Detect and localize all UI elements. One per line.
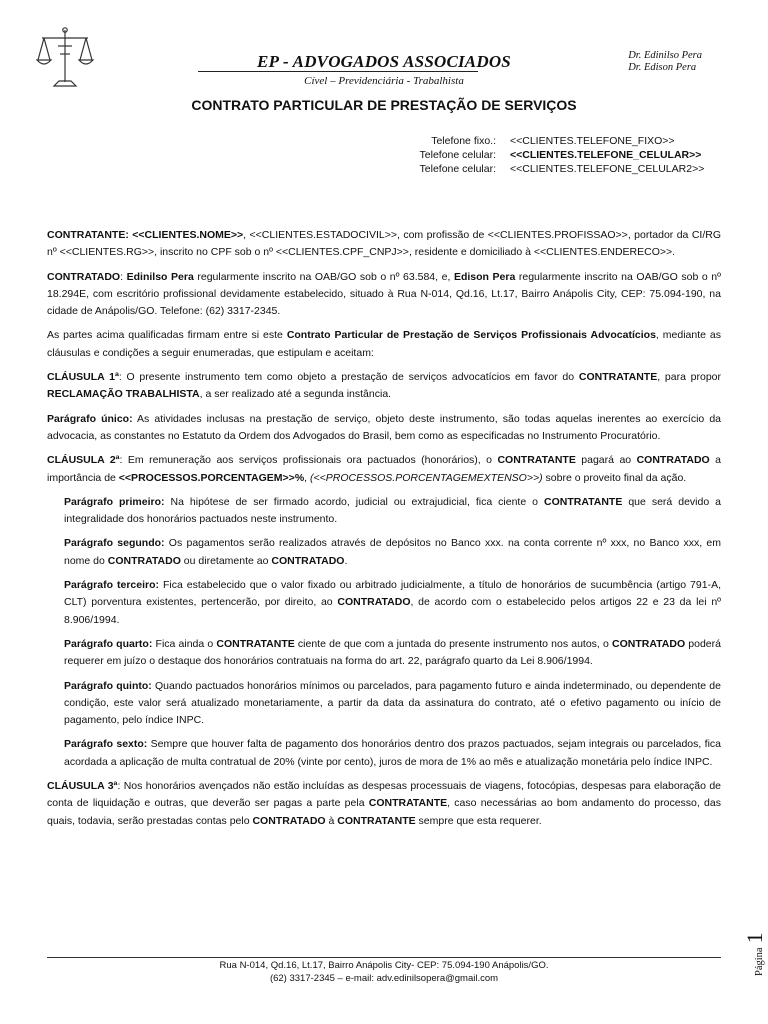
text: sobre o proveito final da ação. [542, 471, 687, 484]
client-name-field: <<CLIENTES.NOME>> [132, 229, 244, 241]
client-profession-field: <<CLIENTES.PROFISSAO>> [487, 229, 628, 241]
text: , com profissão de [396, 229, 488, 241]
party-term: CONTRATADO [612, 637, 686, 650]
phone-label: Telefone celular: [419, 149, 496, 161]
footer-address: Rua N-014, Qd.16, Lt.17, Bairro Anápolis City- CEP: 75.094-190 Anápolis/GO. [219, 960, 549, 971]
text: regularmente inscrito na OAB/GO sob o nº 18.294E, com escritório profissional devidamente estabelecido, situado à Rua N-014, Qd.16, Lt.17, Bairro Anápolis City, CEP: 75.094-190, na cidade de Anápolis/GO. Telefone: (62) 3317-2345. [47, 270, 721, 318]
text: : [120, 270, 127, 283]
firm-name: EP - ADVOGADOS ASSOCIADOS [257, 52, 511, 71]
page-label: Página [754, 947, 765, 976]
contratado-paragraph [47, 269, 721, 321]
text: As partes acima qualificadas firmam entre si este [47, 329, 287, 342]
clause-label: CLÁUSULA 3ª [47, 780, 118, 793]
text: Fica ainda o [152, 637, 217, 650]
text: a importância de [47, 454, 722, 484]
document-title: CONTRATO PARTICULAR DE PRESTAÇÃO DE SERVIÇOS [191, 97, 577, 113]
text: : O presente instrumento tem como objeto a prestação de serviços advocatícios em favor do [118, 371, 579, 384]
letterhead-divider [198, 71, 478, 72]
phone-label: Telefone celular: [419, 163, 496, 175]
lawyer-names [628, 50, 702, 74]
text: regularmente inscrito na OAB/GO sob o nº 63.584, e, [193, 270, 454, 283]
text: Na hipótese de ser firmado acordo, judicial ou extrajudicial, fica ciente o [164, 495, 544, 508]
contract-body [47, 227, 721, 837]
text: . [344, 554, 348, 567]
phone-value: <<CLIENTES.TELEFONE_FIXO>> [510, 135, 675, 147]
clausula-3 [47, 778, 721, 830]
contratante-paragraph [47, 227, 721, 262]
text: Sempre que houver falta de pagamento dos honorários dentro dos prazos pactuados, sejam integrais ou parcelados, fica acordada a aplicação de multa contratual de 20% (vinte por cento), juros de mora de 1% ao mês e atualização monetária pelo índice INPC. [64, 738, 721, 768]
text: poderá requerer em juízo o destaque dos honorários contratuais na forma do art. 22, parágrafo quarto da Lei 8.906/1994. [64, 637, 721, 668]
action-type: RECLAMAÇÃO TRABALHISTA [47, 388, 200, 401]
text: que será devido a integralidade dos honorários pactuados neste instrumento. [64, 495, 721, 526]
phone-value: <<CLIENTES.TELEFONE_CELULAR>> [510, 149, 702, 161]
phone-value: <<CLIENTES.TELEFONE_CELULAR2>> [510, 163, 705, 175]
footer-contact: (62) 3317-2345 – e-mail: adv.edinilsopera@gmail.com [269, 973, 499, 984]
text: , inscrito no CPF sob o nº [154, 246, 276, 259]
text: ciente de que com a juntada do presente instrumento nos autos, o [294, 637, 613, 650]
footer [0, 959, 768, 985]
letterhead [30, 24, 738, 90]
clause-label: CLÁUSULA 1ª [47, 371, 119, 384]
party-term: CONTRATADO [636, 454, 710, 467]
phone-row [380, 148, 704, 162]
paragraph-label: Parágrafo terceiro: [64, 579, 160, 592]
text: , de acordo com o estabelecido pelos artigos 22 e 23 da lei nº 8.906/1994. [64, 596, 721, 626]
phone-row [380, 162, 704, 176]
party-term: CONTRATANTE [578, 371, 658, 384]
text: , caso necessárias ao bom andamento do processo, das quais, todavia, serão prestadas contas pelo [47, 797, 721, 827]
phone-row [380, 134, 704, 148]
party-term: CONTRATANTE [544, 495, 623, 508]
text: , mediante as cláusulas e condições a seguir enumeradas, que estipulam e aceitam: [47, 329, 721, 359]
lawyer-name: Dr. Edinilso Pera [628, 50, 702, 61]
lawyer-name-2: Edison Pera [453, 270, 516, 283]
party-term: CONTRATADO [107, 554, 181, 567]
paragraph-label: Parágrafo quinto: [64, 679, 152, 692]
paragraph-label: Parágrafo segundo: [64, 537, 165, 550]
footer-divider [47, 957, 721, 958]
percentage-field: <<PROCESSOS.PORCENTAGEM>>% [118, 471, 305, 484]
text: , portador da CI/RG nº [47, 229, 721, 259]
text: , para propor [657, 371, 722, 384]
paragraph-label: Parágrafo primeiro: [64, 495, 165, 508]
text: Quando pactuados honorários mínimos ou parcelados, para pagamento futuro e ainda indeterminado, ou dependente de condição, este valor será atualizado monetariamente, a partir da data da assinatura do contrato, até o efetivo pagamento ou início de pagamento, pelo índice INPC. [64, 679, 721, 727]
client-address-field: <<CLIENTES.ENDERECO>> [533, 246, 673, 259]
text: Fica estabelecido que o valor fixado ou arbitrado judicialmente, a título de honorários de sucumbência (artigo 791-A, CLT) porventura existentes, pertencerão, por direito, ao [64, 579, 721, 609]
text: , [304, 471, 310, 484]
text: : Em remuneração aos serviços profissionais ora pactuados (honorários), o [119, 454, 498, 467]
firm-subtitle: Cível – Previdenciária - Trabalhista [304, 75, 464, 87]
paragrafo-segundo [64, 535, 721, 570]
text: , a ser realizado até a segunda instância. [199, 388, 392, 401]
party-term: CONTRATANTE [497, 454, 576, 467]
paragraph-label: Parágrafo único: [47, 412, 133, 425]
party-term: CONTRATADO [271, 554, 345, 567]
text: . [672, 246, 676, 259]
paragrafo-quarto [64, 636, 721, 671]
client-marital-field: <<CLIENTES.ESTADOCIVIL>> [249, 229, 397, 241]
party-term: CONTRATANTE [368, 797, 448, 810]
text: sempre que esta requerer. [415, 814, 542, 827]
clausula-1 [47, 369, 721, 404]
party-term: CONTRATANTE [337, 814, 416, 827]
text: As atividades inclusas na prestação de serviço, objeto deste instrumento, são todas aquelas inerentes ao exercício da advocacia, as constantes no Estatuto da Ordem dos Advogados do Brasil, bem como as especificadas no Instrumento Procuratório. [47, 412, 721, 442]
paragrafo-primeiro [64, 494, 721, 529]
text: , [243, 229, 250, 241]
paragraph-label: Parágrafo sexto: [64, 738, 148, 751]
party-term: CONTRATADO [252, 814, 326, 827]
client-rg-field: <<CLIENTES.RG>> [59, 246, 155, 259]
page-number: 1 [742, 932, 767, 944]
text: pagará ao [575, 454, 637, 467]
lawyer-name: Dr. Edison Pera [628, 62, 697, 73]
clause-label: CLÁUSULA 2ª [47, 454, 120, 467]
phone-block [380, 134, 704, 176]
paragrafo-quinto [64, 678, 721, 730]
party-term: CONTRATANTE [216, 637, 295, 650]
phone-label: Telefone fixo.: [431, 135, 496, 147]
contratado-label: CONTRATADO [47, 270, 121, 283]
text: Os pagamentos serão realizados através de depósitos no Banco xxx. na conta corrente nº xxx, no Banco xxx, em nome do [64, 537, 721, 567]
paragrafo-unico [47, 411, 721, 446]
intro-paragraph [47, 327, 721, 362]
lawyer-name-1: Edinilso Pera [126, 270, 194, 283]
party-term: CONTRATADO [337, 596, 411, 609]
text: : Nos honorários avençados não estão incluídas as despesas processuais de viagens, fotocópias, despesas para elaboração de conta de liquidação e outras, que deverão ser pagas a parte pela [47, 780, 721, 810]
paragrafo-terceiro [64, 577, 721, 629]
percentage-words-field: (<<PROCESSOS.PORCENTAGEMEXTENSO>>) [310, 471, 543, 484]
contract-name: Contrato Particular de Prestação de Serviços Profissionais Advocatícios [286, 329, 656, 342]
text: ou diretamente ao [180, 554, 272, 567]
contratante-label: CONTRATANTE: [47, 229, 129, 241]
client-cpf-field: <<CLIENTES.CPF_CNPJ>> [275, 246, 409, 259]
paragraph-label: Parágrafo quarto: [64, 637, 153, 650]
clausula-2 [47, 452, 721, 487]
text: à [325, 814, 338, 827]
paragrafo-sexto [64, 736, 721, 771]
text: , residente e domiciliado à [408, 246, 534, 259]
